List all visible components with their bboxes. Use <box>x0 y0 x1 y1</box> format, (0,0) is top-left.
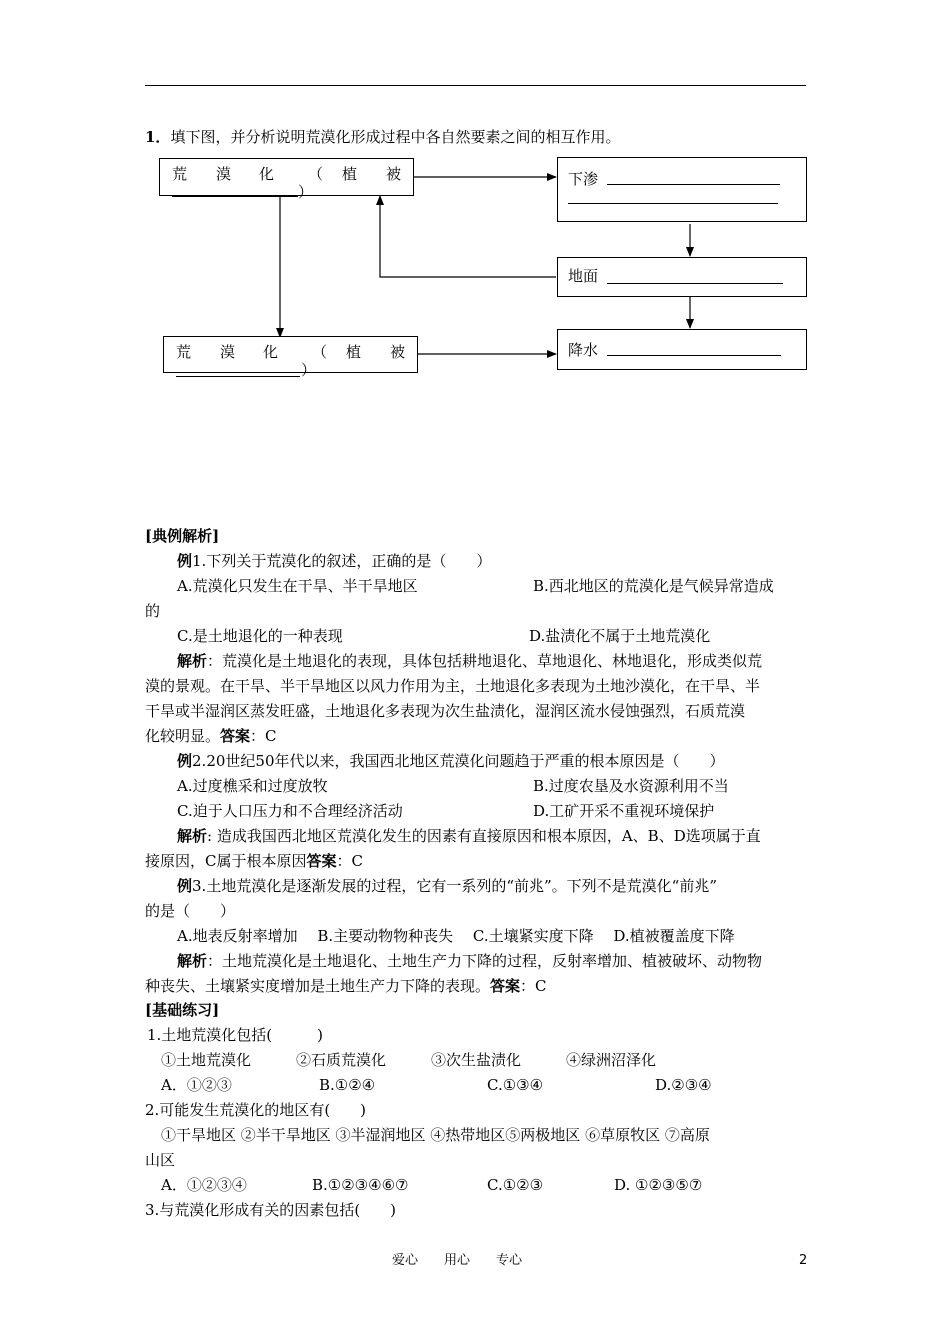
ex1-stem: 例1.下列关于荒漠化的叙述，正确的是（ ） <box>177 552 492 570</box>
section-basic-title: [基础练习] <box>145 1001 220 1019</box>
p2-items-cont: 山区 <box>145 1151 176 1169</box>
box-desertification-top <box>159 158 414 196</box>
arrow-ground-to-top <box>380 196 556 277</box>
footer-motto: 爱心 用心 专心 <box>392 1253 523 1268</box>
blank-top-vegetation[interactable] <box>172 196 298 197</box>
ex1-option-c: C.是土地退化的一种表现 <box>177 627 343 645</box>
question-1: 1．填下图，并分析说明荒漠化形成过程中各自然要素之间的相互作用。 <box>145 128 621 146</box>
p2-items: ①干旱地区 ②半干旱地区 ③半湿润地区 ④热带地区⑤两极地区 ⑥草原牧区 ⑦高原 <box>161 1126 710 1144</box>
p1-option-a: A．①②③ <box>161 1076 232 1094</box>
ex3-analysis-line-2: 种丧失、土壤紧实度增加是土地生产力下降的表现。答案：C <box>145 977 547 995</box>
p2-option-d: D. ①②③⑤⑦ <box>614 1176 703 1194</box>
diagram-arrows <box>0 0 950 400</box>
ex2-option-b: B.过度农垦及水资源利用不当 <box>533 777 729 795</box>
page-number: 2 <box>799 1253 808 1268</box>
ex1-analysis-line-4: 化较明显。答案：C <box>145 727 277 745</box>
ex1-analysis-line-3: 干旱或半湿润区蒸发旺盛，土地退化多表现为次生盐渍化，湿润区流水侵蚀强烈，石质荒漠 <box>145 702 746 720</box>
ex2-option-c: C.迫于人口压力和不合理经济活动 <box>177 802 403 820</box>
blank-ground[interactable] <box>607 283 783 284</box>
ex2-analysis-line-1: 解析: 造成我国西北地区荒漠化发生的因素有直接原因和根本原因，A、B、D选项属于直 <box>177 827 761 845</box>
seepage-label: 下渗 <box>568 170 599 188</box>
p2-stem: 2.可能发生荒漠化的地区有( ) <box>145 1101 367 1119</box>
p2-option-b: B.①②③④⑥⑦ <box>312 1176 409 1194</box>
box-desertification-bottom <box>163 336 418 373</box>
ex2-option-d: D.工矿开采不重视环境保护 <box>533 802 715 820</box>
ground-label: 地面 <box>568 267 599 285</box>
blank-bottom-vegetation[interactable] <box>176 376 300 377</box>
close-paren-bottom: ） <box>301 361 317 379</box>
ex1-option-b: B.西北地区的荒漠化是气候异常造成 <box>533 577 774 595</box>
p1-stem: 1.土地荒漠化包括( ) <box>147 1026 324 1044</box>
ex2-option-a: A.过度樵采和过度放牧 <box>177 777 328 795</box>
blank-seepage-1[interactable] <box>607 184 780 185</box>
p1-option-c: C.①③④ <box>487 1076 544 1094</box>
ex1-analysis-line-1: 解析：荒漠化是土地退化的表现，具体包括耕地退化、草地退化、林地退化，形成类似荒 <box>177 652 763 670</box>
ex1-analysis-line-2: 漠的景观。在干旱、半干旱地区以风力作用为主，土地退化多表现为土地沙漠化，在干旱、半 <box>145 677 761 695</box>
ex3-stem-cont: 的是（ ） <box>145 902 236 920</box>
ex2-stem: 例2.20世纪50年代以来，我国西北地区荒漠化问题趋于严重的根本原因是（ ） <box>177 752 725 770</box>
box-seepage <box>557 157 807 222</box>
p3-stem: 3.与荒漠化形成有关的因素包括( ) <box>145 1201 397 1219</box>
close-paren-top: ） <box>298 183 314 201</box>
ex1-option-a: A.荒漠化只发生在干旱、半干旱地区 <box>177 577 418 595</box>
section-examples-title: [典例解析] <box>145 527 220 545</box>
p2-option-c: C.①②③ <box>487 1176 544 1194</box>
ex3-stem: 例3.土地荒漠化是逐渐发展的过程，它有一系列的“前兆”。下列不是荒漠化“前兆” <box>177 877 718 895</box>
p1-items: ①土地荒漠化 ②石质荒漠化 ③次生盐渍化 ④绿洲沼泽化 <box>161 1051 657 1069</box>
ex3-analysis-line-1: 解析：土地荒漠化是土地退化、土地生产力下降的过程，反射率增加、植被破坏、动物物 <box>177 952 763 970</box>
ex1-option-d: D.盐渍化不属于土地荒漠化 <box>529 627 711 645</box>
p2-option-a: A．①②③④ <box>161 1176 247 1194</box>
precipitation-label: 降水 <box>568 341 599 359</box>
ex2-analysis-line-2: 接原因，C属于根本原因答案：C <box>145 852 363 870</box>
p1-option-b: B.①②④ <box>319 1076 376 1094</box>
p1-option-d: D.②③④ <box>655 1076 712 1094</box>
blank-seepage-2[interactable] <box>568 203 778 204</box>
ex3-options: A.地表反射率增加 B.主要动物物种丧失 C.土壤紧实度下降 D.植被覆盖度下降 <box>177 927 735 945</box>
ex1-option-b-cont: 的 <box>145 602 161 620</box>
blank-precipitation[interactable] <box>607 355 781 356</box>
